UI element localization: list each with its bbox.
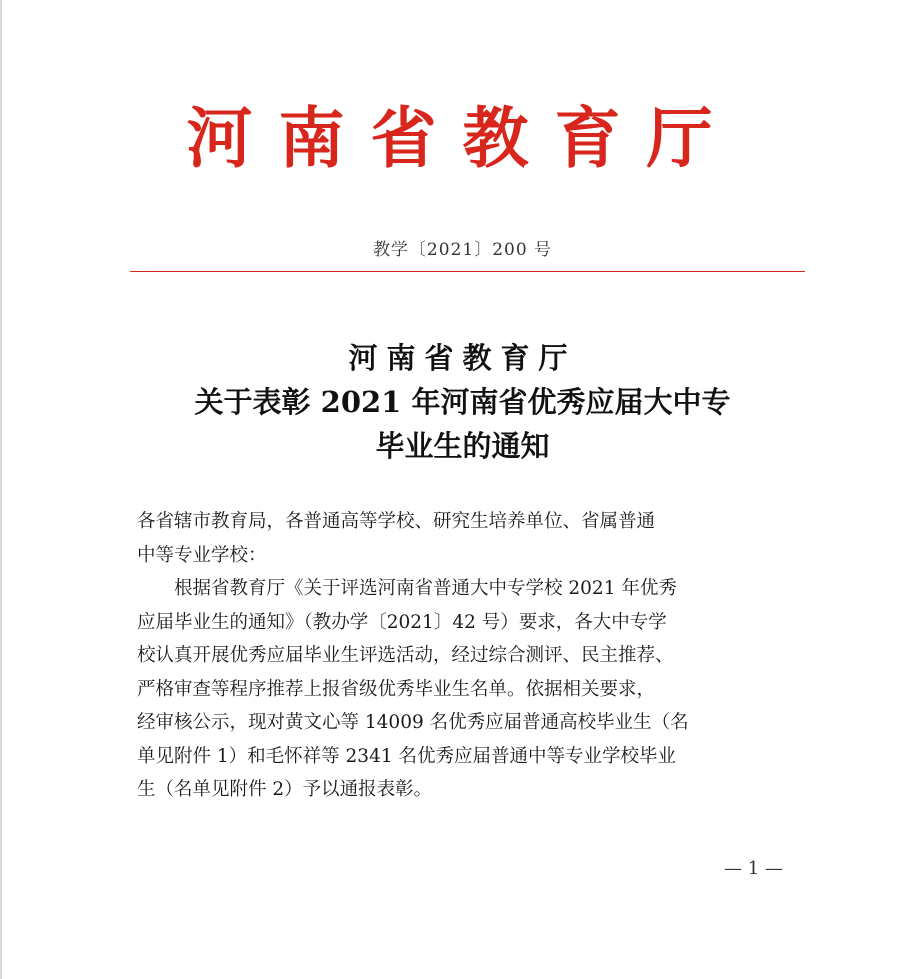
addressee-line-2: 中等专业学校： — [137, 544, 267, 566]
title-line-1: 河南省教育厅 — [348, 341, 577, 375]
title-line-3: 毕业生的通知 — [375, 429, 550, 463]
masthead-issuer: 河南省教育厅 — [186, 103, 739, 176]
document-title — [2, 336, 921, 468]
addressee-line-1: 各省辖市教育局，各普通高等学校、研究生培养单位、省属普通 — [137, 511, 656, 532]
body-line: 根据省教育厅《关于评选河南省普通大中专学校 2021 年优秀 — [174, 578, 677, 599]
body-line: 经审核公示，现对黄文心等 14009 名优秀应届普通高校毕业生（名 — [137, 712, 689, 733]
body-line: 严格审查等程序推荐上报省级优秀毕业生名单。依据相关要求， — [137, 678, 656, 700]
body-line: 应届毕业生的通知》（教办学〔2021〕42 号）要求，各大中专学 — [137, 611, 667, 633]
document-number: 教学〔2021〕200 号 — [372, 240, 553, 260]
body-line: 单见附件 1）和毛怀祥等 2341 名优秀应届普通中等专业学校毕业 — [137, 745, 676, 767]
page-number: — 1 — — [724, 858, 783, 879]
red-divider-line — [130, 271, 805, 272]
body-line: 生（名单见附件 2）予以通报表彰。 — [137, 779, 433, 800]
body-line: 校认真开展优秀应届毕业生评选活动，经过综合测评、民主推荐、 — [137, 645, 674, 666]
document-body — [137, 505, 797, 807]
title-line-2: 关于表彰 2021 年河南省优秀应届大中专 — [194, 385, 731, 419]
